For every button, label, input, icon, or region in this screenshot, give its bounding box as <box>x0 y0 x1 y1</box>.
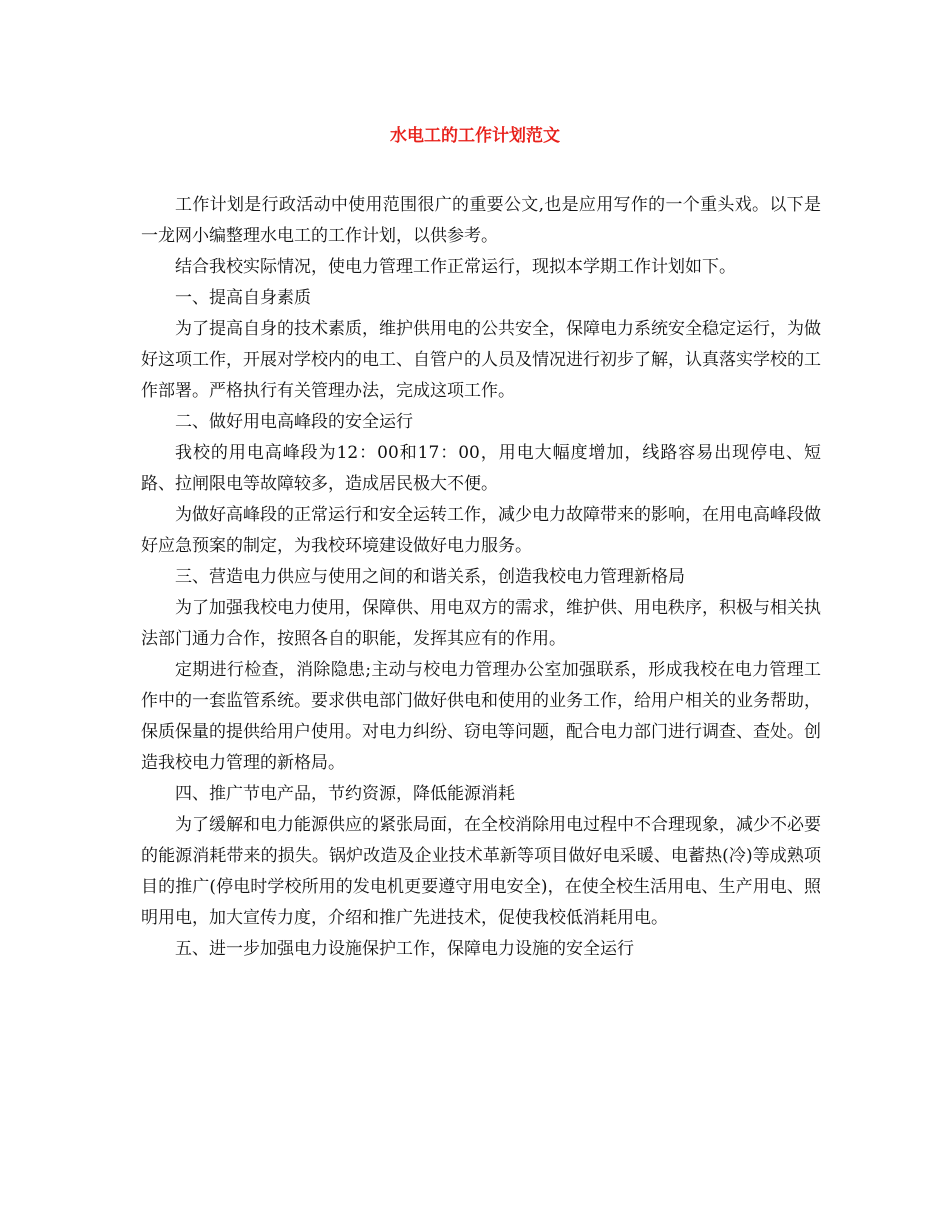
section-heading-1: 一、提高自身素质 <box>175 288 311 308</box>
section-3-paragraph-2: 定期进行检查，消除隐患;主动与校电力管理办公室加强联系，形成我校在电力管理工作中的一套监管系统。要求供电部门做好供电和使用的业务工作，给用户相关的业务帮助，保质保量的提供给用户使用。对电力纠纷、窃电等问题，配合电力部门进行调查、查处。创造我校电力管理的新格局。 <box>141 660 821 773</box>
section-heading-2: 二、做好用电高峰段的安全运行 <box>175 412 413 432</box>
section-heading-4: 四、推广节电产品，节约资源，降低能源消耗 <box>175 784 515 804</box>
section-4-paragraph: 为了缓解和电力能源供应的紧张局面，在全校消除用电过程中不合理现象，减少不必要的能源消耗带来的损失。锅炉改造及企业技术革新等项目做好电采暖、电蓄热(冷)等成熟项目的推广(停电时学校所用的发电机更要遵守用电安全)，在使全校生活用电、生产用电、照明用电，加大宣传力度，介绍和推广先进技术，促使我校低消耗用电。 <box>141 815 821 928</box>
plan-statement-paragraph: 结合我校实际情况，使电力管理工作正常运行，现拟本学期工作计划如下。 <box>175 257 736 277</box>
section-1-paragraph: 为了提高自身的技术素质，维护供用电的公共安全，保障电力系统安全稳定运行，为做好这项工作，开展对学校内的电工、自管户的人员及情况进行初步了解，认真落实学校的工作部署。严格执行有关管理办法，完成这项工作。 <box>141 319 821 401</box>
section-2-paragraph-1: 我校的用电高峰段为12：00和17：00，用电大幅度增加，线路容易出现停电、短路、拉闸限电等故障较多，造成居民极大不便。 <box>141 443 821 494</box>
section-2-paragraph-2: 为做好高峰段的正常运行和安全运转工作，减少电力故障带来的影响，在用电高峰段做好应急预案的制定，为我校环境建设做好电力服务。 <box>141 505 821 556</box>
section-heading-3: 三、营造电力供应与使用之间的和谐关系，创造我校电力管理新格局 <box>175 567 685 587</box>
document-title: 水电工的工作计划范文 <box>390 126 560 146</box>
intro-paragraph: 工作计划是行政活动中使用范围很广的重要公文,也是应用写作的一个重头戏。以下是一龙网小编整理水电工的工作计划，以供参考。 <box>141 195 821 246</box>
document-body <box>141 190 821 965</box>
section-3-paragraph-1: 为了加强我校电力使用，保障供、用电双方的需求，维护供、用电秩序，积极与相关执法部门通力合作，按照各自的职能，发挥其应有的作用。 <box>141 598 821 649</box>
section-heading-5: 五、进一步加强电力设施保护工作，保障电力设施的安全运行 <box>175 939 634 959</box>
